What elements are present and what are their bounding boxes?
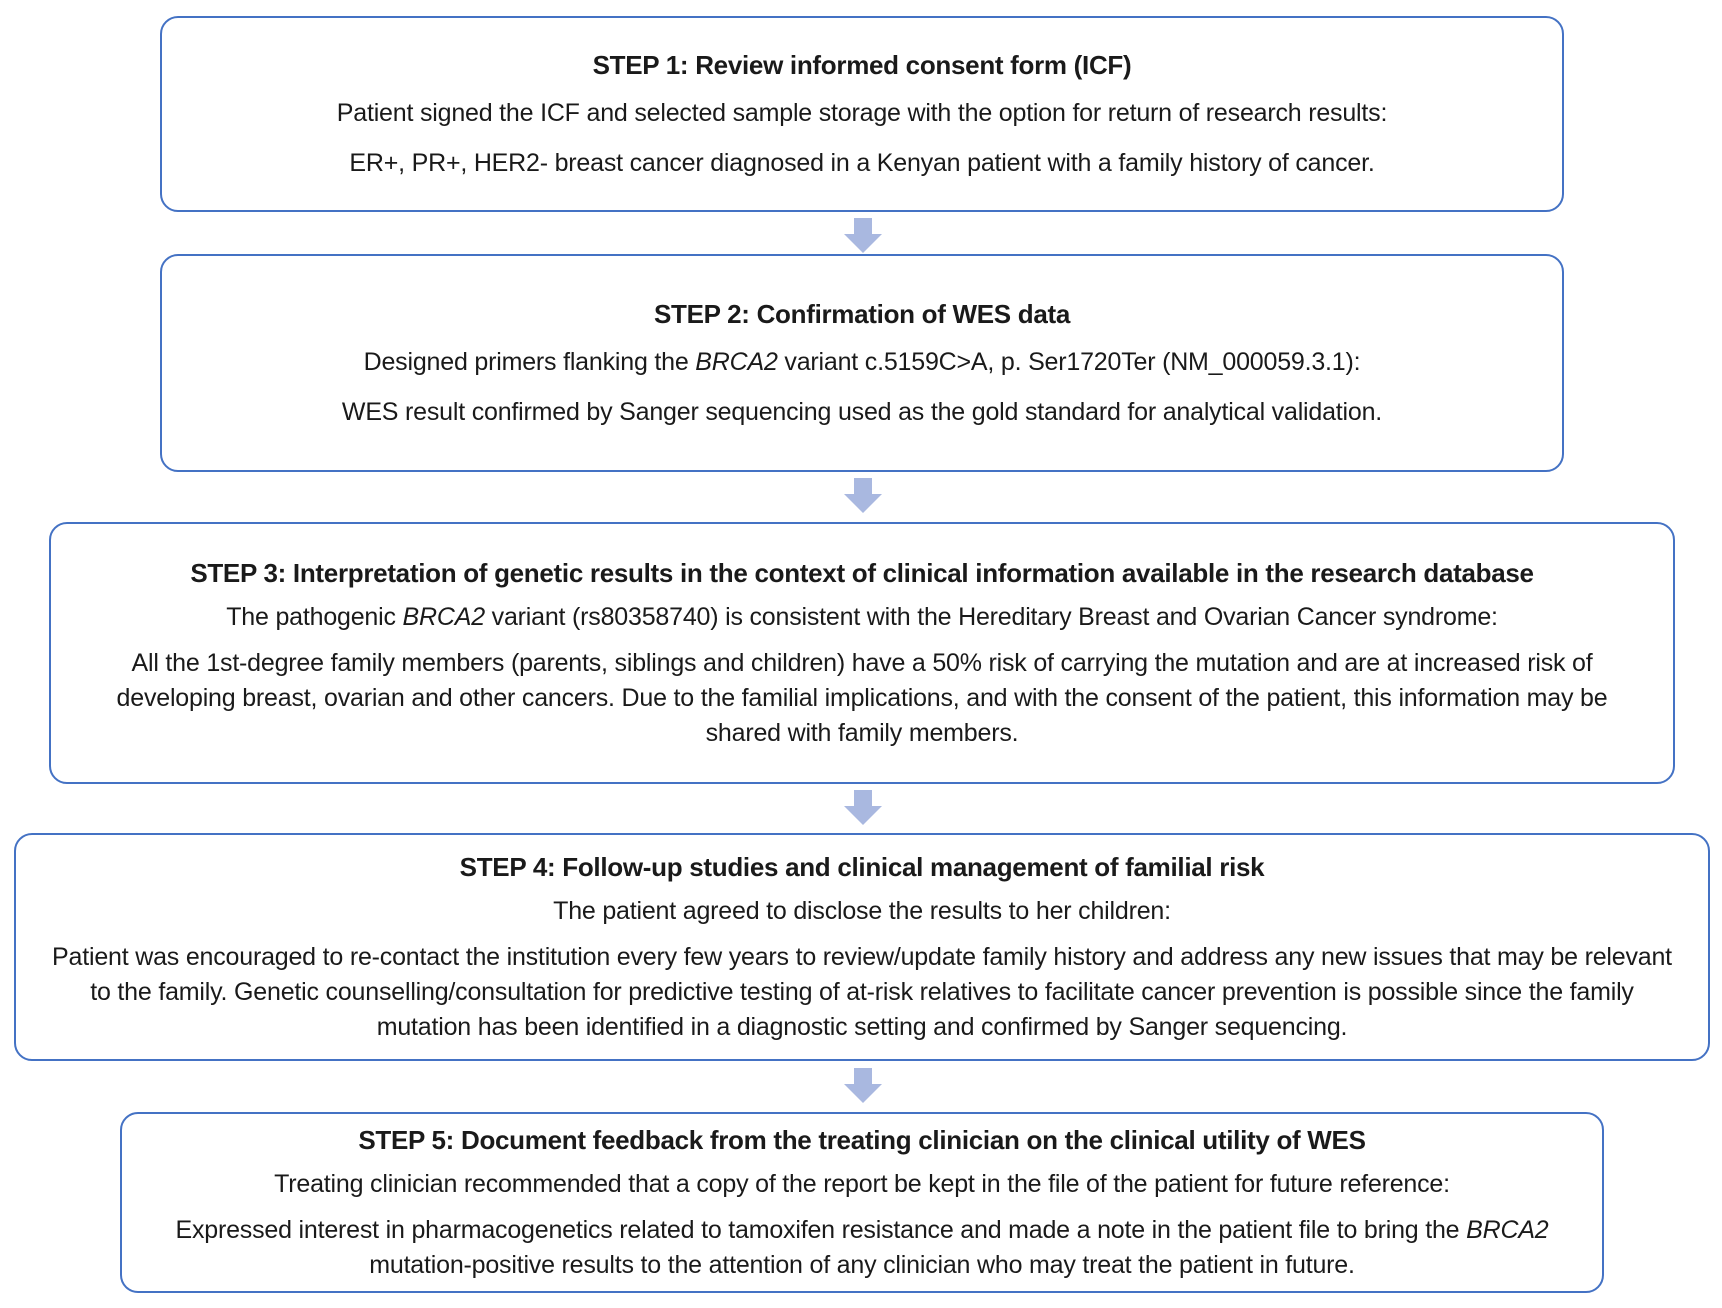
down-arrow-icon (843, 1068, 883, 1104)
step-5-line-2-end: mutation-positive results to the attention of any clinician who may treat the patient in future. (369, 1250, 1355, 1279)
step-3-gene-name: BRCA2 (402, 602, 485, 631)
step-5-line-2 (150, 1213, 1574, 1283)
step-1-line-2: ER+, PR+, HER2- breast cancer diagnosed in a Kenyan patient with a family history of cancer. (349, 149, 1375, 177)
step-5-box (120, 1112, 1604, 1293)
step-3-line-2: All the 1st-degree family members (parents, siblings and children) have a 50% risk of carrying the mutation and are at increased risk of developing breast, ovarian and other cancers. Due to the familial implications, and with the consent of the patient, this information may be shared with family members. (116, 648, 1608, 747)
step-4-title: STEP 4: Follow-up studies and clinical management of familial risk (459, 851, 1265, 882)
step-3-box (49, 522, 1675, 784)
step-4-box (14, 833, 1710, 1061)
down-arrow-icon (843, 478, 883, 514)
step-4-line-1: The patient agreed to disclose the results to her children: (553, 896, 1171, 925)
step-1-box (160, 16, 1564, 212)
down-arrow-icon (843, 790, 883, 826)
step-5-gene-name: BRCA2 (1466, 1215, 1549, 1244)
step-2-title: STEP 2: Confirmation of WES data (653, 299, 1071, 329)
step-5-line-2-start: Expressed interest in pharmacogenetics related to tamoxifen resistance and made a note in the patient file to bring the (175, 1215, 1467, 1244)
step-2-line-1-start: Designed primers flanking the (363, 348, 696, 376)
step-2-line-1-end: variant c.5159C>A, p. Ser1720Ter (NM_000059.3.1): (777, 348, 1361, 376)
step-2-gene-name: BRCA2 (695, 348, 778, 376)
step-2-line-2: WES result confirmed by Sanger sequencing used as the gold standard for analytical validation. (341, 398, 1383, 426)
down-arrow-icon (843, 218, 883, 254)
step-2-box (160, 254, 1564, 472)
step-4-line-2: Patient was encouraged to re-contact the institution every few years to review/update family history and address any new issues that may be relevant to the family. Genetic counselling/consultation for predictive testing of at-risk relatives to facilitate cancer prevention is possible since the family mutation has been identified in a diagnostic setting and confirmed by Sanger sequencing. (52, 942, 1672, 1041)
step-1-line-1: Patient signed the ICF and selected sample storage with the option for return of research results: (336, 99, 1388, 127)
step-3-line-1-start: The pathogenic (226, 602, 403, 631)
step-2-line-1 (364, 345, 1361, 379)
step-5-title: STEP 5: Document feedback from the treating clinician on the clinical utility of WES (358, 1124, 1366, 1155)
step-3-title: STEP 3: Interpretation of genetic results in the context of clinical information available in the research database (190, 557, 1534, 588)
step-1-title: STEP 1: Review informed consent form (ICF) (592, 50, 1132, 80)
step-3-line-1 (226, 600, 1498, 634)
step-3-line-1-end: variant (rs80358740) is consistent with the Hereditary Breast and Ovarian Cancer syndrome: (484, 602, 1498, 631)
step-5-line-1: Treating clinician recommended that a copy of the report be kept in the file of the patient for future reference: (274, 1169, 1450, 1198)
